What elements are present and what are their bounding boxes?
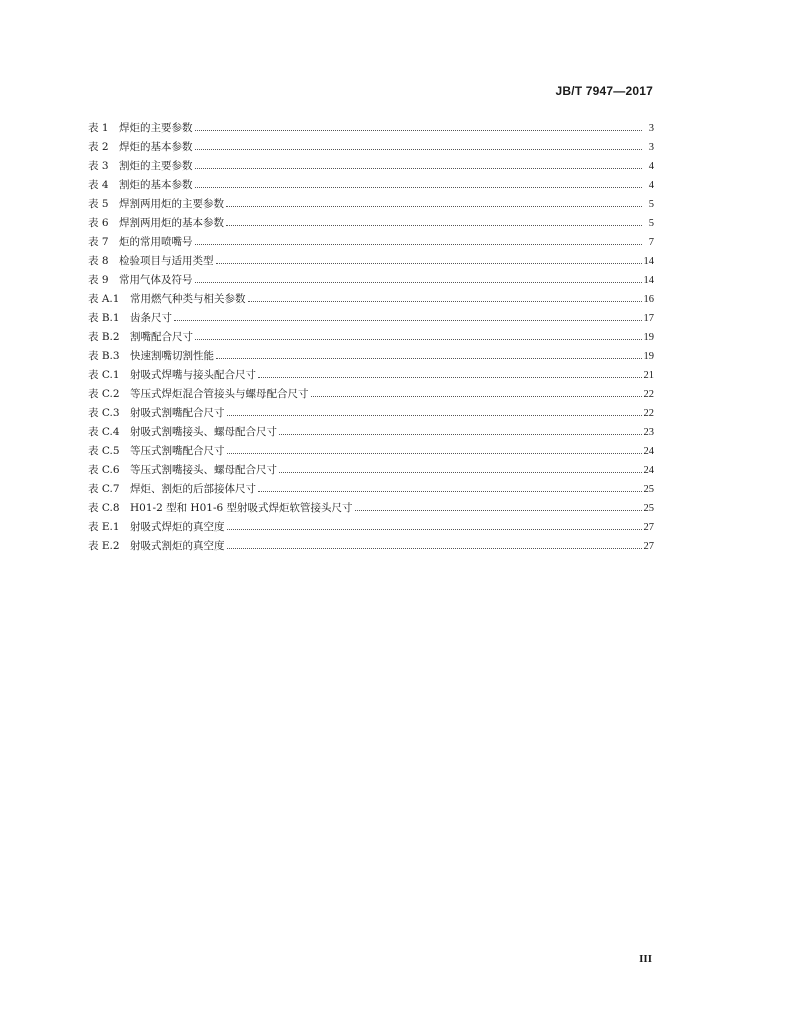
toc-entry-label: 表 C.5 — [88, 445, 120, 457]
toc-entry-label: 表 6 — [88, 217, 109, 229]
toc-entry[interactable] — [88, 233, 654, 252]
toc-entry-label: 表 4 — [88, 179, 109, 191]
toc-entry-label: 表 5 — [88, 198, 109, 210]
toc-entry-label: 表 C.1 — [88, 369, 120, 381]
toc-dot-leader — [195, 187, 643, 188]
toc-entry[interactable] — [88, 423, 654, 442]
toc-dot-leader — [279, 472, 642, 473]
toc-entry-title: 射吸式割嘴配合尺寸 — [130, 407, 225, 419]
toc-entry-page: 21 — [643, 370, 654, 381]
toc-entry[interactable] — [88, 214, 654, 233]
toc-entry-title: H01-2 型和 H01-6 型射吸式焊炬软管接头尺寸 — [130, 502, 353, 514]
toc-entry-label: 表 9 — [88, 274, 109, 286]
toc-entry-page: 16 — [643, 294, 654, 305]
toc-entry-page: 14 — [643, 275, 654, 286]
toc-entry-page: 24 — [643, 465, 654, 476]
toc-entry-label: 表 E.2 — [88, 540, 120, 552]
toc-entry-page: 25 — [643, 503, 654, 514]
toc-entry-title: 射吸式焊嘴与接头配合尺寸 — [130, 369, 256, 381]
toc-entry-page: 22 — [643, 408, 654, 419]
toc-entry-title: 焊割两用炬的主要参数 — [119, 198, 224, 210]
toc-entry-page: 25 — [643, 484, 654, 495]
toc-dot-leader — [195, 130, 643, 131]
toc-entry-title: 等压式焊炬混合管接头与螺母配合尺寸 — [130, 388, 309, 400]
toc-dot-leader — [279, 434, 642, 435]
toc-dot-leader — [195, 282, 642, 283]
toc-entry-title: 焊炬的主要参数 — [119, 122, 193, 134]
toc-entry[interactable] — [88, 385, 654, 404]
toc-entry[interactable] — [88, 404, 654, 423]
toc-dot-leader — [227, 529, 642, 530]
toc-entry-page: 14 — [643, 256, 654, 267]
toc-dot-leader — [258, 377, 642, 378]
document-code: JB/T 7947—2017 — [555, 84, 653, 98]
toc-dot-leader — [226, 206, 642, 207]
toc-dot-leader — [195, 149, 643, 150]
toc-entry[interactable] — [88, 138, 654, 157]
toc-entry-label: 表 C.7 — [88, 483, 120, 495]
toc-entry[interactable] — [88, 461, 654, 480]
toc-entry[interactable] — [88, 252, 654, 271]
toc-entry-label: 表 B.2 — [88, 331, 120, 343]
toc-entry-title: 等压式割嘴配合尺寸 — [130, 445, 225, 457]
toc-entry[interactable] — [88, 442, 654, 461]
toc-entry-page: 5 — [648, 218, 654, 229]
toc-entry[interactable] — [88, 499, 654, 518]
toc-entry[interactable] — [88, 195, 654, 214]
toc-entry[interactable] — [88, 347, 654, 366]
toc-entry[interactable] — [88, 537, 654, 556]
toc-entry-title: 焊割两用炬的基本参数 — [119, 217, 224, 229]
toc-dot-leader — [174, 320, 642, 321]
toc-entry-label: 表 E.1 — [88, 521, 120, 533]
toc-entry-title: 等压式割嘴接头、螺母配合尺寸 — [130, 464, 277, 476]
toc-entry-title: 齿条尺寸 — [130, 312, 172, 324]
toc-entry-label: 表 B.1 — [88, 312, 120, 324]
toc-dot-leader — [355, 510, 642, 511]
toc-entry-label: 表 7 — [88, 236, 109, 248]
toc-entry-page: 5 — [648, 199, 654, 210]
toc-entry-page: 22 — [643, 389, 654, 400]
toc-entry-label: 表 1 — [88, 122, 109, 134]
toc-entry-page: 3 — [648, 142, 654, 153]
toc-entry-page: 27 — [643, 522, 654, 533]
toc-dot-leader — [216, 263, 642, 264]
toc-entry[interactable] — [88, 309, 654, 328]
toc-dot-leader — [227, 453, 642, 454]
toc-entry[interactable] — [88, 290, 654, 309]
toc-entry-label: 表 C.8 — [88, 502, 120, 514]
toc-dot-leader — [258, 491, 642, 492]
toc-entry[interactable] — [88, 157, 654, 176]
toc-dot-leader — [195, 244, 643, 245]
toc-entry-page: 19 — [643, 332, 654, 343]
toc-entry-page: 4 — [648, 161, 654, 172]
toc-entry-title: 常用气体及符号 — [119, 274, 193, 286]
toc-dot-leader — [195, 168, 643, 169]
toc-dot-leader — [227, 415, 642, 416]
toc-entry-title: 快速割嘴切割性能 — [130, 350, 214, 362]
toc-dot-leader — [248, 301, 642, 302]
toc-entry[interactable] — [88, 518, 654, 537]
toc-entry[interactable] — [88, 328, 654, 347]
toc-entry-title: 割嘴配合尺寸 — [130, 331, 193, 343]
toc-entry-title: 检验项目与适用类型 — [119, 255, 214, 267]
toc-entry-title: 割炬的基本参数 — [119, 179, 193, 191]
toc-entry-label: 表 C.6 — [88, 464, 120, 476]
toc-entry-page: 17 — [643, 313, 654, 324]
toc-entry[interactable] — [88, 271, 654, 290]
toc-entry-label: 表 C.2 — [88, 388, 120, 400]
toc-entry-page: 3 — [648, 123, 654, 134]
toc-entry-label: 表 C.4 — [88, 426, 120, 438]
toc-entry-title: 射吸式割炬的真空度 — [130, 540, 225, 552]
toc-entry-page: 19 — [643, 351, 654, 362]
page-number: III — [639, 953, 652, 965]
toc-entry-label: 表 2 — [88, 141, 109, 153]
toc-entry-page: 24 — [643, 446, 654, 457]
toc-entry-page: 4 — [648, 180, 654, 191]
toc-dot-leader — [311, 396, 642, 397]
toc-dot-leader — [216, 358, 642, 359]
toc-entry-title: 常用燃气种类与相关参数 — [130, 293, 246, 305]
toc-entry-title: 焊炬、割炬的后部接体尺寸 — [130, 483, 256, 495]
toc-entry-page: 23 — [643, 427, 654, 438]
toc-entry-label: 表 8 — [88, 255, 109, 267]
toc-entry-title: 射吸式割嘴接头、螺母配合尺寸 — [130, 426, 277, 438]
toc-entry-label: 表 C.3 — [88, 407, 120, 419]
toc-entry[interactable] — [88, 480, 654, 499]
toc-entry-title: 焊炬的基本参数 — [119, 141, 193, 153]
toc-entry[interactable] — [88, 119, 654, 138]
toc-dot-leader — [227, 548, 642, 549]
toc-entry-label: 表 B.3 — [88, 350, 120, 362]
toc-entry[interactable] — [88, 176, 654, 195]
toc-entry-label: 表 3 — [88, 160, 109, 172]
toc-dot-leader — [226, 225, 642, 226]
toc-dot-leader — [195, 339, 642, 340]
toc-entry-title: 射吸式焊炬的真空度 — [130, 521, 225, 533]
toc-entry-page: 7 — [648, 237, 654, 248]
toc-entry-page: 27 — [643, 541, 654, 552]
table-of-contents — [88, 119, 654, 556]
toc-entry-title: 炬的常用喷嘴号 — [119, 236, 193, 248]
toc-entry-label: 表 A.1 — [88, 293, 120, 305]
toc-entry-title: 割炬的主要参数 — [119, 160, 193, 172]
toc-entry[interactable] — [88, 366, 654, 385]
